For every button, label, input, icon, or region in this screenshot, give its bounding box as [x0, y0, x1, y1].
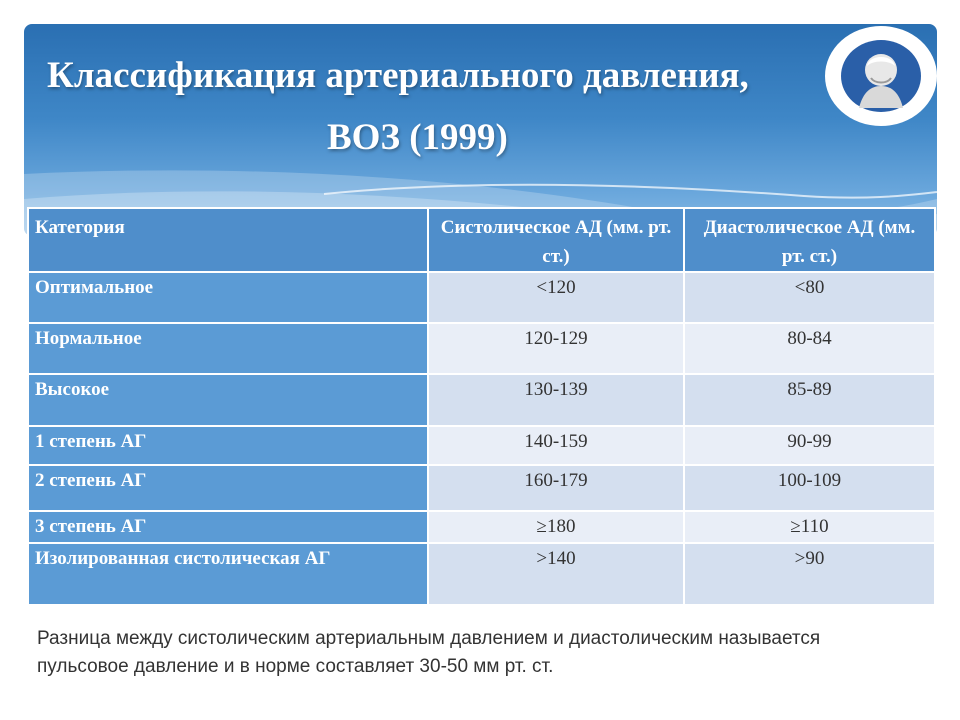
row-systolic: 160-179: [428, 465, 684, 511]
table-row: [28, 465, 935, 511]
row-category: Оптимальное: [28, 272, 428, 323]
foundation-logo: [823, 24, 939, 128]
table-row: [28, 272, 935, 323]
header-diastolic: Диастолическое АД (мм. рт. ст.): [684, 208, 935, 272]
row-systolic: ≥180: [428, 511, 684, 543]
row-diastolic: >90: [684, 543, 935, 605]
row-systolic: 120-129: [428, 323, 684, 374]
table-row: [28, 374, 935, 426]
row-systolic: <120: [428, 272, 684, 323]
row-category: 2 степень АГ: [28, 465, 428, 511]
table-row: [28, 511, 935, 543]
table-row: [28, 323, 935, 374]
row-category: 3 степень АГ: [28, 511, 428, 543]
row-category: Нормальное: [28, 323, 428, 374]
pulse-pressure-note: Разница между систолическим артериальным давлением и диастолическим называется пульсовое давление и в норме составляет 30-50 мм рт. ст.: [37, 628, 821, 677]
row-systolic: >140: [428, 543, 684, 605]
row-category: Изолированная систолическая АГ: [28, 543, 428, 605]
row-category: Высокое: [28, 374, 428, 426]
header-category: Категория: [28, 208, 428, 272]
row-diastolic: ≥110: [684, 511, 935, 543]
row-category: 1 степень АГ: [28, 426, 428, 465]
bp-classification-table: [27, 207, 936, 606]
row-diastolic: 100-109: [684, 465, 935, 511]
page-title-line2: ВОЗ (1999): [327, 117, 508, 158]
row-diastolic: 85-89: [684, 374, 935, 426]
table-row: [28, 543, 935, 605]
header-systolic: Систолическое АД (мм. рт. ст.): [428, 208, 684, 272]
row-systolic: 140-159: [428, 426, 684, 465]
page-title-line1: Классификация артериального давления,: [47, 55, 749, 96]
table-header-row: [28, 208, 935, 272]
row-diastolic: 90-99: [684, 426, 935, 465]
row-diastolic: 80-84: [684, 323, 935, 374]
row-diastolic: <80: [684, 272, 935, 323]
table-row: [28, 426, 935, 465]
row-systolic: 130-139: [428, 374, 684, 426]
